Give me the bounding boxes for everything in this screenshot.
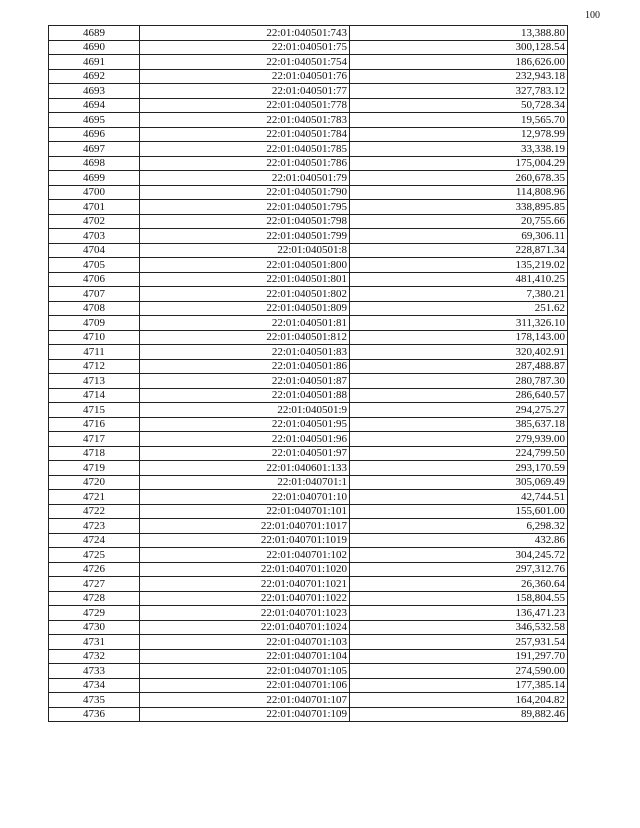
row-number-cell: 4726: [49, 562, 140, 577]
row-number-cell: 4730: [49, 620, 140, 635]
row-number-cell: 4705: [49, 258, 140, 273]
value-cell: 178,143.00: [350, 330, 568, 345]
table-row: [49, 693, 568, 708]
value-cell: 26,360.64: [350, 577, 568, 592]
row-number-cell: 4720: [49, 475, 140, 490]
cadastral-number-cell: 22:01:040701:1019: [140, 533, 350, 548]
value-cell: 191,297.70: [350, 649, 568, 664]
value-cell: 177,385.14: [350, 678, 568, 693]
cadastral-number-cell: 22:01:040501:800: [140, 258, 350, 273]
cadastral-number-cell: 22:01:040501:802: [140, 287, 350, 302]
value-cell: 385,637.18: [350, 417, 568, 432]
value-cell: 287,488.87: [350, 359, 568, 374]
row-number-cell: 4722: [49, 504, 140, 519]
cadastral-number-cell: 22:01:040501:783: [140, 113, 350, 128]
cadastral-number-cell: 22:01:040501:88: [140, 388, 350, 403]
value-cell: 42,744.51: [350, 490, 568, 505]
value-cell: 19,565.70: [350, 113, 568, 128]
table-row: [49, 577, 568, 592]
cadastral-number-cell: 22:01:040701:1023: [140, 606, 350, 621]
table-row: [49, 475, 568, 490]
value-cell: 346,532.58: [350, 620, 568, 635]
cadastral-number-cell: 22:01:040501:799: [140, 229, 350, 244]
cadastral-number-cell: 22:01:040701:101: [140, 504, 350, 519]
table-row: [49, 127, 568, 142]
value-cell: 89,882.46: [350, 707, 568, 722]
cadastral-number-cell: 22:01:040501:87: [140, 374, 350, 389]
table-row: [49, 504, 568, 519]
cadastral-number-cell: 22:01:040501:79: [140, 171, 350, 186]
row-number-cell: 4736: [49, 707, 140, 722]
table-row: [49, 200, 568, 215]
row-number-cell: 4714: [49, 388, 140, 403]
table-row: [49, 258, 568, 273]
value-cell: 432.86: [350, 533, 568, 548]
table-row: [49, 330, 568, 345]
table-row: [49, 606, 568, 621]
cadastral-number-cell: 22:01:040501:83: [140, 345, 350, 360]
row-number-cell: 4716: [49, 417, 140, 432]
row-number-cell: 4717: [49, 432, 140, 447]
table-row: [49, 635, 568, 650]
row-number-cell: 4693: [49, 84, 140, 99]
row-number-cell: 4692: [49, 69, 140, 84]
value-cell: 251.62: [350, 301, 568, 316]
value-cell: 224,799.50: [350, 446, 568, 461]
table-row: [49, 446, 568, 461]
row-number-cell: 4709: [49, 316, 140, 331]
value-cell: 175,004.29: [350, 156, 568, 171]
registry-table-body: [49, 26, 568, 722]
table-row: [49, 678, 568, 693]
cadastral-number-cell: 22:01:040501:754: [140, 55, 350, 70]
row-number-cell: 4724: [49, 533, 140, 548]
table-row: [49, 359, 568, 374]
table-row: [49, 185, 568, 200]
table-row: [49, 26, 568, 41]
table-row: [49, 707, 568, 722]
table-row: [49, 301, 568, 316]
table-row: [49, 461, 568, 476]
cadastral-number-cell: 22:01:040501:96: [140, 432, 350, 447]
row-number-cell: 4703: [49, 229, 140, 244]
value-cell: 186,626.00: [350, 55, 568, 70]
cadastral-number-cell: 22:01:040701:105: [140, 664, 350, 679]
row-number-cell: 4723: [49, 519, 140, 534]
row-number-cell: 4712: [49, 359, 140, 374]
value-cell: 158,804.55: [350, 591, 568, 606]
value-cell: 304,245.72: [350, 548, 568, 563]
row-number-cell: 4734: [49, 678, 140, 693]
value-cell: 228,871.34: [350, 243, 568, 258]
cadastral-number-cell: 22:01:040701:109: [140, 707, 350, 722]
cadastral-number-cell: 22:01:040701:107: [140, 693, 350, 708]
table-row: [49, 229, 568, 244]
cadastral-number-cell: 22:01:040501:785: [140, 142, 350, 157]
row-number-cell: 4721: [49, 490, 140, 505]
table-row: [49, 620, 568, 635]
value-cell: 311,326.10: [350, 316, 568, 331]
row-number-cell: 4704: [49, 243, 140, 258]
cadastral-number-cell: 22:01:040501:809: [140, 301, 350, 316]
value-cell: 164,204.82: [350, 693, 568, 708]
table-row: [49, 316, 568, 331]
table-row: [49, 287, 568, 302]
value-cell: 6,298.32: [350, 519, 568, 534]
value-cell: 260,678.35: [350, 171, 568, 186]
cadastral-number-cell: 22:01:040701:104: [140, 649, 350, 664]
row-number-cell: 4731: [49, 635, 140, 650]
cadastral-number-cell: 22:01:040501:784: [140, 127, 350, 142]
value-cell: 320,402.91: [350, 345, 568, 360]
row-number-cell: 4702: [49, 214, 140, 229]
value-cell: 33,338.19: [350, 142, 568, 157]
row-number-cell: 4728: [49, 591, 140, 606]
cadastral-number-cell: 22:01:040501:86: [140, 359, 350, 374]
row-number-cell: 4735: [49, 693, 140, 708]
value-cell: 327,783.12: [350, 84, 568, 99]
cadastral-number-cell: 22:01:040501:801: [140, 272, 350, 287]
cadastral-number-cell: 22:01:040501:9: [140, 403, 350, 418]
table-row: [49, 55, 568, 70]
cadastral-number-cell: 22:01:040501:812: [140, 330, 350, 345]
value-cell: 232,943.18: [350, 69, 568, 84]
value-cell: 135,219.02: [350, 258, 568, 273]
row-number-cell: 4713: [49, 374, 140, 389]
row-number-cell: 4727: [49, 577, 140, 592]
row-number-cell: 4699: [49, 171, 140, 186]
cadastral-number-cell: 22:01:040501:77: [140, 84, 350, 99]
table-row: [49, 562, 568, 577]
table-row: [49, 591, 568, 606]
row-number-cell: 4708: [49, 301, 140, 316]
row-number-cell: 4694: [49, 98, 140, 113]
row-number-cell: 4691: [49, 55, 140, 70]
cadastral-number-cell: 22:01:040501:97: [140, 446, 350, 461]
cadastral-number-cell: 22:01:040701:1021: [140, 577, 350, 592]
table-row: [49, 432, 568, 447]
cadastral-number-cell: 22:01:040601:133: [140, 461, 350, 476]
cadastral-number-cell: 22:01:040701:106: [140, 678, 350, 693]
value-cell: 338,895.85: [350, 200, 568, 215]
table-row: [49, 417, 568, 432]
row-number-cell: 4711: [49, 345, 140, 360]
table-row: [49, 113, 568, 128]
table-row: [49, 664, 568, 679]
page-number: 100: [585, 10, 600, 21]
value-cell: 155,601.00: [350, 504, 568, 519]
table-row: [49, 69, 568, 84]
cadastral-number-cell: 22:01:040701:102: [140, 548, 350, 563]
row-number-cell: 4695: [49, 113, 140, 128]
cadastral-number-cell: 22:01:040501:790: [140, 185, 350, 200]
value-cell: 481,410.25: [350, 272, 568, 287]
cadastral-number-cell: 22:01:040501:798: [140, 214, 350, 229]
table-row: [49, 142, 568, 157]
row-number-cell: 4707: [49, 287, 140, 302]
cadastral-number-cell: 22:01:040701:1017: [140, 519, 350, 534]
row-number-cell: 4696: [49, 127, 140, 142]
value-cell: 297,312.76: [350, 562, 568, 577]
table-row: [49, 243, 568, 258]
value-cell: 50,728.34: [350, 98, 568, 113]
cadastral-number-cell: 22:01:040701:1024: [140, 620, 350, 635]
registry-table: [48, 25, 568, 722]
value-cell: 13,388.80: [350, 26, 568, 41]
table-row: [49, 214, 568, 229]
value-cell: 280,787.30: [350, 374, 568, 389]
cadastral-number-cell: 22:01:040701:10: [140, 490, 350, 505]
cadastral-number-cell: 22:01:040501:778: [140, 98, 350, 113]
table-row: [49, 548, 568, 563]
row-number-cell: 4700: [49, 185, 140, 200]
row-number-cell: 4690: [49, 40, 140, 55]
table-row: [49, 345, 568, 360]
value-cell: 305,069.49: [350, 475, 568, 490]
table-row: [49, 388, 568, 403]
row-number-cell: 4715: [49, 403, 140, 418]
cadastral-number-cell: 22:01:040701:103: [140, 635, 350, 650]
row-number-cell: 4718: [49, 446, 140, 461]
table-row: [49, 490, 568, 505]
value-cell: 293,170.59: [350, 461, 568, 476]
table-row: [49, 84, 568, 99]
cadastral-number-cell: 22:01:040701:1020: [140, 562, 350, 577]
value-cell: 274,590.00: [350, 664, 568, 679]
table-row: [49, 272, 568, 287]
cadastral-number-cell: 22:01:040501:795: [140, 200, 350, 215]
table-row: [49, 40, 568, 55]
row-number-cell: 4729: [49, 606, 140, 621]
value-cell: 257,931.54: [350, 635, 568, 650]
value-cell: 300,128.54: [350, 40, 568, 55]
table-row: [49, 403, 568, 418]
cadastral-number-cell: 22:01:040501:76: [140, 69, 350, 84]
value-cell: 114,808.96: [350, 185, 568, 200]
row-number-cell: 4698: [49, 156, 140, 171]
value-cell: 136,471.23: [350, 606, 568, 621]
cadastral-number-cell: 22:01:040501:8: [140, 243, 350, 258]
table-row: [49, 649, 568, 664]
table-row: [49, 533, 568, 548]
row-number-cell: 4733: [49, 664, 140, 679]
table-row: [49, 374, 568, 389]
row-number-cell: 4706: [49, 272, 140, 287]
row-number-cell: 4710: [49, 330, 140, 345]
row-number-cell: 4689: [49, 26, 140, 41]
value-cell: 69,306.11: [350, 229, 568, 244]
row-number-cell: 4697: [49, 142, 140, 157]
row-number-cell: 4725: [49, 548, 140, 563]
cadastral-number-cell: 22:01:040501:743: [140, 26, 350, 41]
cadastral-number-cell: 22:01:040501:95: [140, 417, 350, 432]
value-cell: 7,380.21: [350, 287, 568, 302]
cadastral-number-cell: 22:01:040501:786: [140, 156, 350, 171]
value-cell: 279,939.00: [350, 432, 568, 447]
value-cell: 20,755.66: [350, 214, 568, 229]
cadastral-number-cell: 22:01:040701:1022: [140, 591, 350, 606]
value-cell: 294,275.27: [350, 403, 568, 418]
row-number-cell: 4732: [49, 649, 140, 664]
value-cell: 286,640.57: [350, 388, 568, 403]
cadastral-number-cell: 22:01:040701:1: [140, 475, 350, 490]
table-row: [49, 519, 568, 534]
row-number-cell: 4719: [49, 461, 140, 476]
cadastral-number-cell: 22:01:040501:75: [140, 40, 350, 55]
row-number-cell: 4701: [49, 200, 140, 215]
cadastral-number-cell: 22:01:040501:81: [140, 316, 350, 331]
value-cell: 12,978.99: [350, 127, 568, 142]
table-row: [49, 156, 568, 171]
table-row: [49, 171, 568, 186]
table-row: [49, 98, 568, 113]
